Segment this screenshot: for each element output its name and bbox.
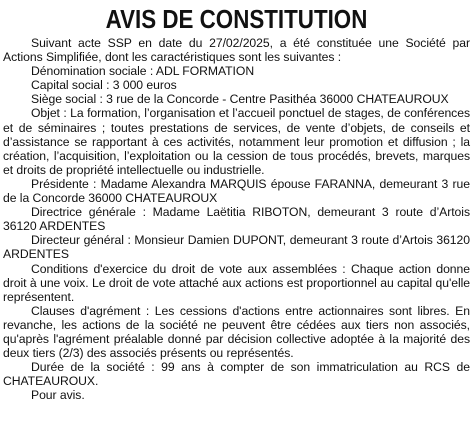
share-capital-line: Capital social : 3 000 euros [31, 78, 177, 93]
intro-paragraph: Suivant acte SSP en date du 27/02/2025, a été constituée une Société par Actions Simplifiée, dont les caractéristiques sont les suivantes : [3, 36, 470, 65]
notice-title: AVIS DE CONSTITUTION [105, 4, 368, 34]
notice-body [3, 36, 470, 402]
company-name-line: Dénomination sociale : ADL FORMATION [31, 64, 255, 79]
approval-clause-paragraph: Clauses d'agrément : Les cessions d'actions entre actionnaires sont libres. En revanche, les actions de la société ne peuvent être cédées aux tiers non associés, qu'après l'agrément préalable donné par décision collective adoptée à la majorité des deux tiers (2/3) des associés présents ou représentés. [3, 303, 470, 361]
duration-paragraph: Durée de la société : 99 ans à compter de son immatriculation au RCS de CHATEAUROUX. [3, 360, 470, 389]
general-director-female-paragraph: Directrice générale : Madame Laëtitia RIBOTON, demeurant 3 route d’Artois 36120 ARDENTES [3, 205, 470, 234]
closing-line: Pour avis. [31, 388, 85, 403]
registered-office-line: Siège social : 3 rue de la Concorde - Centre Pasithéa 36000 CHATEAUROUX [31, 92, 449, 107]
general-director-male-paragraph: Directeur général : Monsieur Damien DUPONT, demeurant 3 route d’Artois 36120 ARDENTES [3, 233, 470, 262]
voting-rights-paragraph: Conditions d'exercice du droit de vote aux assemblées : Chaque action donne droit à une voix. Le droit de vote attaché aux actions est proportionnel au capital qu'elle représentent. [3, 261, 470, 304]
corporate-purpose-paragraph: Objet : La formation, l’organisation et l’accueil ponctuel de stages, de conférences et de séminaires ; toutes prestations de services, de vente d’objets, de conseils et d’assistance se rapportant à ces activités, notamment leur promotion et diffusion ; la création, l’acquisition, l’exploitation ou la cession de tous procédés, brevets, marques et droits de propriété intellectuelle ou industrielle. [3, 106, 470, 177]
president-paragraph: Présidente : Madame Alexandra MARQUIS épouse FARANNA, demeurant 3 rue de la Concorde 36000 CHATEAUROUX [3, 176, 470, 206]
